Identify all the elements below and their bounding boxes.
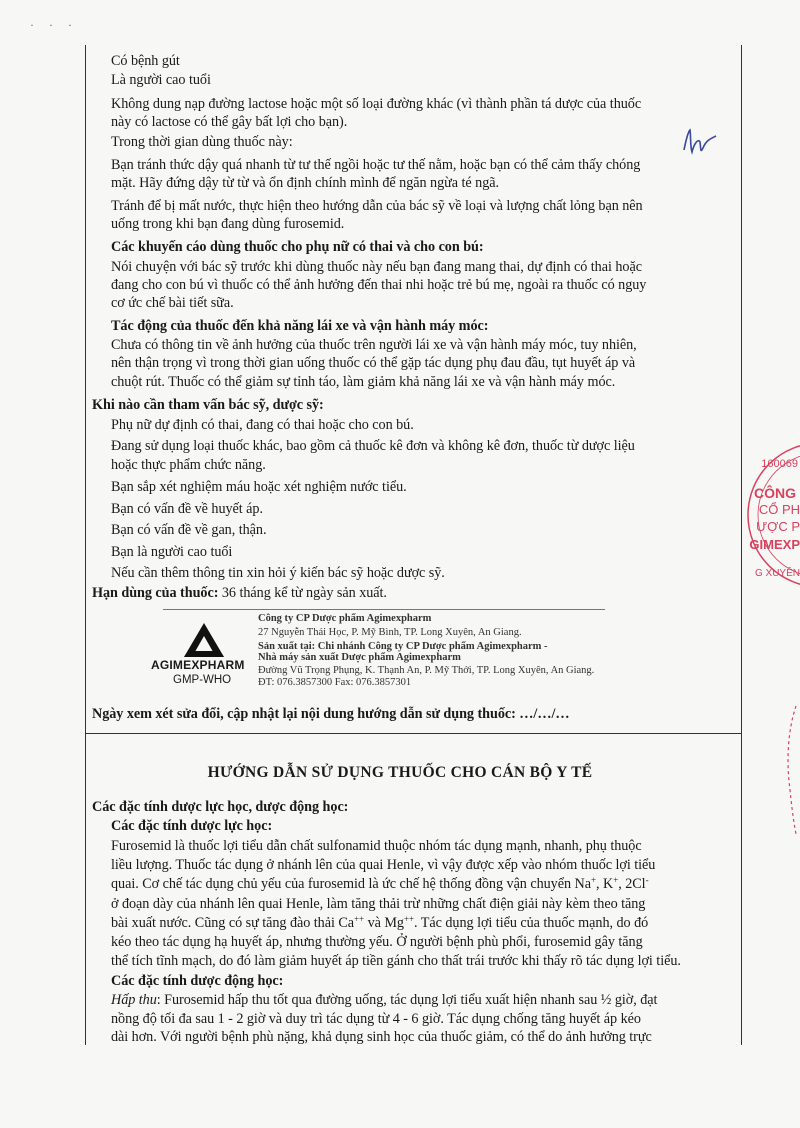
text-line: Bạn tránh thức dậy quá nhanh từ tư thế ngồi hoặc tư thế nằm, hoặc bạn có thể cảm thấy chóng [111,157,641,173]
text-line: liều lượng. Thuốc tác dụng ở nhánh lên của quai Henle, vì vậy được xếp vào nhóm thuốc lợi tiểu [111,857,656,873]
text-line: dài hơn. Với người bệnh phù nặng, khả dụng sinh học của thuốc giảm, có thể do ảnh hưởng trực [111,1029,652,1045]
stamp-line: CÔNG [754,485,796,501]
review-date: Ngày xem xét sửa đổi, cập nhật lại nội dung hướng dẫn sử dụng thuốc: …/…/… [92,706,570,722]
stamp-line: 160069 [761,458,798,470]
text-line: cơ ức chế bài tiết sữa. [111,295,234,311]
text-line: Không dung nạp đường lactose hoặc một số loại đường khác (vì thành phần tá dược của thuốc [111,96,642,112]
expiry-value: 36 tháng kể từ ngày sản xuất. [218,585,387,601]
text-line: nồng độ tối đa sau 1 - 2 giờ và duy trì tác dụng từ 4 - 6 giờ. Tác dụng chống tăng huyết áp kéo [111,1011,641,1027]
text-line: Có bệnh gút [111,53,180,69]
scan-marks: · · · [30,18,78,32]
text-line: đang cho con bú vì thuốc có thể ảnh hưởng đến thai nhi hoặc trẻ bú mẹ, ngoài ra thuốc có nguy [111,277,647,293]
company-line: Nhà máy sản xuất Dược phẩm Agimexpharm [258,652,461,663]
company-divider [163,609,605,610]
stamp-ring-icon [742,440,800,590]
consult-heading: Khi nào cần tham vấn bác sỹ, dược sỹ: [92,397,324,413]
stamp-line: CỔ PH [758,502,800,517]
pd-heading: Các đặc tính dược lực học: [111,818,273,834]
expiry-label: Hạn dùng của thuốc: [92,585,219,601]
text-line: Bạn là người cao tuổi [111,544,233,560]
company-line: 27 Nguyễn Thái Học, P. Mỹ Bình, TP. Long Xuyên, An Giang. [258,627,522,638]
text-line: hoặc thực phẩm chức năng. [111,457,266,473]
text-line: Tránh để bị mất nước, thực hiện theo hướng dẫn của bác sỹ về loại và lượng chất lỏng bạn nên [111,198,643,214]
text-line: quai. Cơ chế tác dụng chủ yếu của furosemid là ức chế hệ thống đồng vận chuyển Na+, K+, 2Cl- [111,875,649,892]
absorption-label: Hấp thu [111,992,157,1008]
text-line: uống trong khi bạn đang dùng furosemid. [111,216,345,232]
text-line: nên thận trọng vì trong thời gian uống thuốc có thể gặp tác dụng phụ đau đầu, tụt huyết áp và [111,355,636,371]
handwritten-initial-icon [678,126,722,160]
text-line: Bạn sắp xét nghiệm máu hoặc xét nghiệm nước tiểu. [111,479,407,495]
pk-heading: Các đặc tính dược động học: [111,973,284,989]
text-line: Furosemid là thuốc lợi tiểu dẫn chất sulfonamid thuộc nhóm tác dụng mạnh, nhanh, phụ thuộc [111,838,642,854]
driving-heading: Tác động của thuốc đến khả năng lái xe và vận hành máy móc: [111,318,489,334]
stamp-edge-mark-icon [770,700,800,840]
text-line: này có lactose có thể gây bất lợi cho bạn). [111,114,348,130]
text-line: ở đoạn dày của nhánh lên quai Henle, làm tăng thải trừ những chất điện giải này kèm theo tăng [111,896,646,912]
text-line: Phụ nữ dự định có thai, đang có thai hoặc cho con bú. [111,417,414,433]
text-line: thể tích tĩnh mạch, do đó làm giảm huyết áp tiền gánh cho thất trái trước khi thấy rõ tác dụng lợi tiểu. [111,953,681,969]
stamp-line: G XUYÊN [754,568,800,579]
text-line: Bạn có vấn đề về huyết áp. [111,501,263,517]
stamp-line: ƯỢC P [756,519,800,534]
pregnancy-heading: Các khuyến cáo dùng thuốc cho phụ nữ có thai và cho con bú: [111,239,484,255]
stamp-line: GIMEXP [749,537,800,552]
text-line: Bạn có vấn đề về gan, thận. [111,522,267,538]
logo-name: AGIMEXPHARM [151,658,245,672]
text-line: Chưa có thông tin về ảnh hưởng của thuốc trên người lái xe và vận hành máy móc, tuy nhiên, [111,337,637,353]
logo-sub: GMP-WHO [173,674,232,686]
expiry-line [92,584,387,602]
company-line: ĐT: 076.3857300 Fax: 076.3857301 [258,677,412,688]
text-line: chuột rút. Thuốc có thể giảm sự tỉnh táo, làm giảm khả năng lái xe và vận hành máy móc. [111,374,616,390]
section-divider [85,733,742,734]
text-line: Đang sử dụng loại thuốc khác, bao gồm cả thuốc kê đơn và không kê đơn, thuốc từ dược liệu [111,438,635,454]
section-title: HƯỚNG DẪN SỬ DỤNG THUỐC CHO CÁN BỘ Y TẾ [207,764,593,781]
text-line: Trong thời gian dùng thuốc này: [111,134,293,150]
text-line: Nói chuyện với bác sỹ trước khi dùng thuốc này nếu bạn đang mang thai, dự định có thai hoặc [111,259,642,275]
text-line: Là người cao tuổi [111,72,211,88]
text-line: Nếu cần thêm thông tin xin hỏi ý kiến bác sỹ hoặc dược sỹ. [111,565,445,581]
pharmacology-heading: Các đặc tính dược lực học, dược động học: [92,799,349,815]
text-line: bài xuất nước. Cũng có sự tăng đào thải Ca++ và Mg++. Tác dụng lợi tiểu của thuốc mạnh, do đó [111,914,649,931]
company-line: Sản xuất tại: Chi nhánh Công ty CP Dược phẩm Agimexpharm - [258,641,548,652]
text-line: Hấp thu: Furosemid hấp thu tốt qua đường uống, tác dụng lợi tiểu xuất hiện nhanh sau ½ giờ, đạt [111,992,658,1008]
text-line: mặt. Hãy đứng dậy từ từ và ổn định chính mình để ngăn ngừa té ngã. [111,175,499,191]
company-line: Đường Vũ Trọng Phụng, K. Thạnh An, P. Mỹ Thới, TP. Long Xuyên, An Giang. [258,665,595,676]
company-line: Công ty CP Dược phẩm Agimexpharm [258,613,432,624]
text-line: kéo theo tác dụng hạ huyết áp, nhưng thường yếu. Ở người bệnh phù phổi, furosemid gây tăng [111,934,643,950]
